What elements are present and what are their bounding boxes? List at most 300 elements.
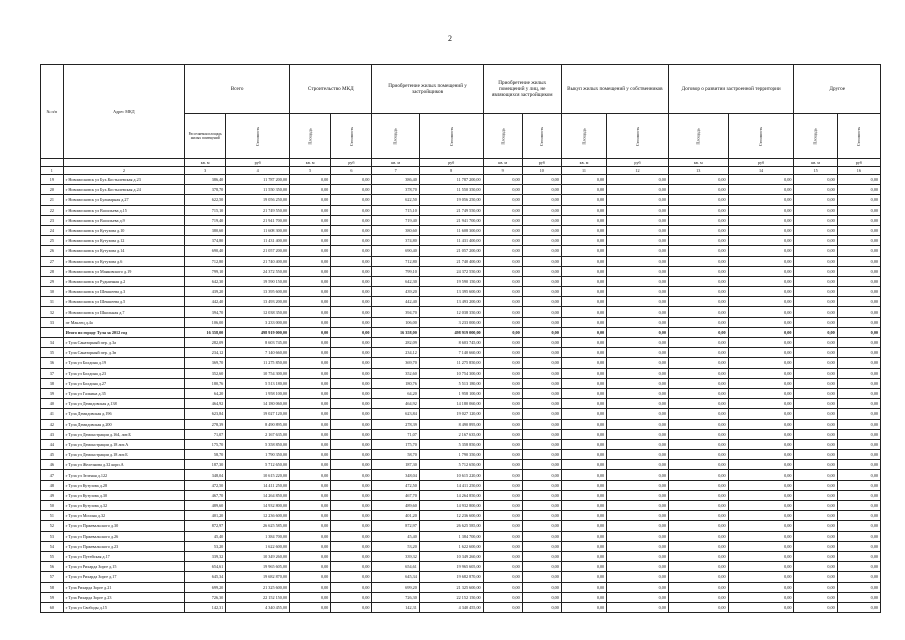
development-cost-cell: 0,00	[728, 185, 794, 195]
table-row	[41, 225, 881, 235]
other-area-cell: 0,00	[794, 602, 837, 612]
development-area-cell: 0,00	[668, 460, 728, 470]
total-cost-cell: 21 941 700,00	[226, 215, 290, 225]
total-area-cell: 175,70	[185, 439, 226, 449]
other-cost-cell: 0,00	[837, 317, 880, 327]
buyout-area-cell: 0,00	[561, 348, 606, 358]
construction-area-cell: 0,00	[290, 480, 331, 490]
development-cost-cell: 0,00	[728, 460, 794, 470]
total-area-cell: 378,70	[185, 185, 226, 195]
table-row	[41, 511, 881, 521]
developer-cost-cell: 7 140 660,00	[419, 348, 483, 358]
development-cost-cell: 0,00	[728, 429, 794, 439]
non-developer-area-cell: 0,00	[483, 592, 522, 602]
buyout-cost-cell: 0,00	[607, 429, 669, 439]
row-number: 20	[41, 185, 64, 195]
total-cost-cell: 5 712 650,00	[226, 460, 290, 470]
other-area-cell: 0,00	[794, 521, 837, 531]
buyout-cost-cell: 0,00	[607, 501, 669, 511]
developer-cost-cell: 10 615 220,00	[419, 470, 483, 480]
total-area-cell: 439,20	[185, 287, 226, 297]
table-row	[41, 439, 881, 449]
construction-area-cell: 0,00	[290, 582, 331, 592]
total-area-cell: 386,40	[185, 175, 226, 185]
column-number: 6	[331, 167, 372, 175]
total-cost-cell: 8 603 745,00	[226, 338, 290, 348]
development-area-cell: 0,00	[668, 195, 728, 205]
other-area-cell: 0,00	[794, 276, 837, 286]
construction-area-cell: 0,00	[290, 388, 331, 398]
table-row	[41, 287, 881, 297]
other-area-cell: 0,00	[794, 592, 837, 602]
construction-area-cell: 0,00	[290, 225, 331, 235]
construction-area-cell: 0,00	[290, 205, 331, 215]
developer-cost-cell: 8 603 745,00	[419, 338, 483, 348]
buyout-cost-cell: 0,00	[607, 399, 669, 409]
column-number: 5	[290, 167, 331, 175]
address-cell: г Тула Санаторный пер. д.3в	[63, 348, 184, 358]
developer-area-cell: 690,40	[372, 246, 419, 256]
developer-cost-cell: 21 740 400,00	[419, 256, 483, 266]
development-area-cell: 0,00	[668, 287, 728, 297]
non-developer-cost-cell: 0,00	[522, 307, 561, 317]
developer-area-cell: 64,20	[372, 388, 419, 398]
construction-area-cell: 0,00	[290, 175, 331, 185]
other-cost-cell: 0,00	[837, 531, 880, 541]
development-area-cell: 0,00	[668, 439, 728, 449]
total-area-cell: 623,84	[185, 409, 226, 419]
construction-cost-cell: 0,00	[331, 399, 372, 409]
row-number: 50	[41, 501, 64, 511]
total-cost-cell: 1 790 350,00	[226, 450, 290, 460]
non-developer-area-cell: 0,00	[483, 429, 522, 439]
table-row	[41, 246, 881, 256]
table-body	[41, 175, 881, 613]
buyout-area-cell: 0,00	[561, 205, 606, 215]
development-cost-cell: 0,00	[728, 225, 794, 235]
sub-header-area: Площадь	[393, 127, 399, 145]
non-developer-area-cell: 0,00	[483, 215, 522, 225]
construction-cost-cell: 0,00	[331, 419, 372, 429]
non-developer-cost-cell: 0,00	[522, 297, 561, 307]
construction-area-cell: 0,00	[290, 358, 331, 368]
construction-area-cell: 0,00	[290, 460, 331, 470]
buyout-cost-cell: 0,00	[607, 409, 669, 419]
buyout-area-cell: 0,00	[561, 501, 606, 511]
table-row	[41, 602, 881, 612]
developer-cost-cell: 1 384 700,00	[419, 531, 483, 541]
other-cost-cell: 0,00	[837, 521, 880, 531]
buyout-cost-cell: 0,00	[607, 338, 669, 348]
development-cost-cell: 0,00	[728, 541, 794, 551]
row-number: 29	[41, 276, 64, 286]
total-area-cell: 58,70	[185, 450, 226, 460]
development-cost-cell: 0,00	[728, 419, 794, 429]
other-cost-cell: 0,00	[837, 297, 880, 307]
row-number: 36	[41, 358, 64, 368]
buyout-area-cell: 0,00	[561, 185, 606, 195]
buyout-cost-cell: 0,00	[607, 175, 669, 185]
table-row	[41, 266, 881, 276]
developer-area-cell: 16 358,00	[372, 327, 419, 337]
total-area-cell: 282,09	[185, 338, 226, 348]
buyout-cost-cell: 0,00	[607, 256, 669, 266]
buyout-area-cell: 0,00	[561, 266, 606, 276]
other-area-cell: 0,00	[794, 582, 837, 592]
row-number: 21	[41, 195, 64, 205]
developer-area-cell: 654,61	[372, 562, 419, 572]
construction-cost-cell: 0,00	[331, 215, 372, 225]
table-row	[41, 236, 881, 246]
other-area-cell: 0,00	[794, 368, 837, 378]
unit-label: руб	[607, 159, 669, 167]
development-area-cell: 0,00	[668, 276, 728, 286]
developer-area-cell: 467,70	[372, 490, 419, 500]
address-cell: г Тула Санаторный пер. д.3а	[63, 338, 184, 348]
developer-area-cell: 872,97	[372, 521, 419, 531]
developer-area-cell: 439,20	[372, 287, 419, 297]
buyout-area-cell: 0,00	[561, 195, 606, 205]
non-developer-area-cell: 0,00	[483, 205, 522, 215]
sub-header-area: Площадь	[500, 127, 506, 145]
other-cost-cell: 0,00	[837, 582, 880, 592]
other-area-cell: 0,00	[794, 338, 837, 348]
construction-area-cell: 0,00	[290, 521, 331, 531]
construction-cost-cell: 0,00	[331, 562, 372, 572]
buyout-cost-cell: 0,00	[607, 521, 669, 531]
construction-cost-cell: 0,00	[331, 511, 372, 521]
total-area-cell: 142,31	[185, 602, 226, 612]
development-area-cell: 0,00	[668, 378, 728, 388]
non-developer-area-cell: 0,00	[483, 338, 522, 348]
construction-cost-cell: 0,00	[331, 388, 372, 398]
development-area-cell: 0,00	[668, 602, 728, 612]
developer-cost-cell: 4 340 455,00	[419, 602, 483, 612]
other-area-cell: 0,00	[794, 317, 837, 327]
other-cost-cell: 0,00	[837, 460, 880, 470]
development-cost-cell: 0,00	[728, 511, 794, 521]
developer-cost-cell: 11 787 200,00	[419, 175, 483, 185]
row-number: 43	[41, 429, 64, 439]
non-developer-area-cell: 0,00	[483, 175, 522, 185]
non-developer-area-cell: 0,00	[483, 572, 522, 582]
construction-cost-cell: 0,00	[331, 572, 372, 582]
total-area-cell: 467,70	[185, 490, 226, 500]
non-developer-area-cell: 0,00	[483, 531, 522, 541]
developer-area-cell: 380,60	[372, 225, 419, 235]
buyout-area-cell: 0,00	[561, 215, 606, 225]
construction-cost-cell: 0,00	[331, 276, 372, 286]
buyout-area-cell: 0,00	[561, 531, 606, 541]
column-number: 2	[63, 167, 184, 175]
table-row	[41, 429, 881, 439]
non-developer-area-cell: 0,00	[483, 541, 522, 551]
column-number: 1	[41, 167, 64, 175]
other-cost-cell: 0,00	[837, 409, 880, 419]
development-area-cell: 0,00	[668, 480, 728, 490]
other-cost-cell: 0,00	[837, 338, 880, 348]
address-cell: г Тула ул Мосина д.32	[63, 511, 184, 521]
table-row	[41, 480, 881, 490]
table-row	[41, 541, 881, 551]
other-cost-cell: 0,00	[837, 541, 880, 551]
table-row	[41, 501, 881, 511]
address-cell: г Тула ул Кутузова д.28	[63, 480, 184, 490]
developer-cost-cell: 14 411 250,00	[419, 480, 483, 490]
total-cost-cell: 12 038 350,00	[226, 307, 290, 317]
development-area-cell: 0,00	[668, 246, 728, 256]
development-area-cell: 0,00	[668, 419, 728, 429]
buyout-area-cell: 0,00	[561, 256, 606, 266]
total-cost-cell: 1 384 700,00	[226, 531, 290, 541]
developer-area-cell: 401,20	[372, 511, 419, 521]
other-cost-cell: 0,00	[837, 205, 880, 215]
address-cell: г Тула Демидовская д.200	[63, 419, 184, 429]
buyout-cost-cell: 0,00	[607, 287, 669, 297]
row-number: 35	[41, 348, 64, 358]
development-area-cell: 0,00	[668, 236, 728, 246]
total-area-cell: 339,32	[185, 551, 226, 561]
other-area-cell: 0,00	[794, 307, 837, 317]
non-developer-cost-cell: 0,00	[522, 521, 561, 531]
developer-area-cell: 278,39	[372, 419, 419, 429]
table-row	[41, 490, 881, 500]
table-row	[41, 450, 881, 460]
buyout-cost-cell: 0,00	[607, 368, 669, 378]
total-cost-cell: 10 615 220,00	[226, 470, 290, 480]
other-area-cell: 0,00	[794, 490, 837, 500]
other-area-cell: 0,00	[794, 450, 837, 460]
construction-cost-cell: 0,00	[331, 225, 372, 235]
other-area-cell: 0,00	[794, 562, 837, 572]
developer-area-cell: 348,04	[372, 470, 419, 480]
developer-cost-cell: 19 027 120,00	[419, 409, 483, 419]
construction-area-cell: 0,00	[290, 429, 331, 439]
developer-cost-cell: 498 919 000,00	[419, 327, 483, 337]
group-header-other: Другое	[794, 65, 881, 114]
row-number: 22	[41, 205, 64, 215]
non-developer-cost-cell: 0,00	[522, 602, 561, 612]
developer-area-cell: 645,34	[372, 572, 419, 582]
row-number: 46	[41, 460, 64, 470]
address-cell: г Новомосковск ул Васильева д.9	[63, 215, 184, 225]
buyout-area-cell: 0,00	[561, 378, 606, 388]
non-developer-cost-cell: 0,00	[522, 439, 561, 449]
developer-cost-cell: 14 264 850,00	[419, 490, 483, 500]
row-number: 25	[41, 236, 64, 246]
developer-cost-cell: 2 167 635,00	[419, 429, 483, 439]
unit-label: руб	[331, 159, 372, 167]
table-row	[41, 572, 881, 582]
table-row	[41, 348, 881, 358]
total-area-cell: 348,04	[185, 470, 226, 480]
other-cost-cell: 0,00	[837, 276, 880, 286]
table-row	[41, 419, 881, 429]
address-cell: г Тула ул Пржевальского д.26	[63, 531, 184, 541]
other-cost-cell: 0,00	[837, 195, 880, 205]
non-developer-cost-cell: 0,00	[522, 256, 561, 266]
table-row	[41, 358, 881, 368]
developer-area-cell: 339,32	[372, 551, 419, 561]
total-cost-cell: 11 787 200,00	[226, 175, 290, 185]
total-cost-cell: 14 411 250,00	[226, 480, 290, 490]
address-cell: Итого по городу Тула за 2012 год	[63, 327, 184, 337]
developer-area-cell: 719,40	[372, 215, 419, 225]
construction-cost-cell: 0,00	[331, 541, 372, 551]
sub-header-area: Площадь	[581, 127, 587, 145]
non-developer-area-cell: 0,00	[483, 297, 522, 307]
address-cell: г Тула ул Болдина д.19	[63, 358, 184, 368]
address-cell: г Новомосковск ул Шекшеева д.3	[63, 287, 184, 297]
development-cost-cell: 0,00	[728, 205, 794, 215]
table-row	[41, 276, 881, 286]
column-number: 8	[419, 167, 483, 175]
construction-area-cell: 0,00	[290, 297, 331, 307]
development-cost-cell: 0,00	[728, 307, 794, 317]
other-cost-cell: 0,00	[837, 368, 880, 378]
development-area-cell: 0,00	[668, 338, 728, 348]
construction-area-cell: 0,00	[290, 307, 331, 317]
buyout-area-cell: 0,00	[561, 175, 606, 185]
buyout-cost-cell: 0,00	[607, 358, 669, 368]
other-cost-cell: 0,00	[837, 480, 880, 490]
other-area-cell: 0,00	[794, 297, 837, 307]
buyout-area-cell: 0,00	[561, 521, 606, 531]
non-developer-cost-cell: 0,00	[522, 205, 561, 215]
buyout-area-cell: 0,00	[561, 439, 606, 449]
other-cost-cell: 0,00	[837, 388, 880, 398]
buyout-area-cell: 0,00	[561, 460, 606, 470]
row-number: 38	[41, 378, 64, 388]
construction-cost-cell: 0,00	[331, 450, 372, 460]
unit-label: кв. м	[372, 159, 419, 167]
buyout-cost-cell: 0,00	[607, 419, 669, 429]
developer-cost-cell: 5 513 180,00	[419, 378, 483, 388]
buyout-cost-cell: 0,00	[607, 327, 669, 337]
total-area-cell: 799,10	[185, 266, 226, 276]
table-row	[41, 388, 881, 398]
non-developer-cost-cell: 0,00	[522, 551, 561, 561]
buyout-area-cell: 0,00	[561, 409, 606, 419]
buyout-cost-cell: 0,00	[607, 460, 669, 470]
construction-cost-cell: 0,00	[331, 501, 372, 511]
row-number: 44	[41, 439, 64, 449]
buyout-cost-cell: 0,00	[607, 195, 669, 205]
developer-cost-cell: 14 180 060,00	[419, 399, 483, 409]
page-number: 2	[448, 34, 452, 43]
developer-area-cell: 234,12	[372, 348, 419, 358]
row-number: 28	[41, 266, 64, 276]
construction-area-cell: 0,00	[290, 419, 331, 429]
address-cell: г Новомосковск ул Рудничная д.2	[63, 276, 184, 286]
buyout-area-cell: 0,00	[561, 297, 606, 307]
address-cell: г Тула Рихарда Зорге д.23	[63, 592, 184, 602]
buyout-area-cell: 0,00	[561, 429, 606, 439]
developer-area-cell: 472,50	[372, 480, 419, 490]
other-cost-cell: 0,00	[837, 439, 880, 449]
total-cost-cell: 19 682 870,00	[226, 572, 290, 582]
development-area-cell: 0,00	[668, 358, 728, 368]
col-addr-header: Адрес МКД	[63, 65, 184, 159]
construction-cost-cell: 0,00	[331, 185, 372, 195]
other-area-cell: 0,00	[794, 266, 837, 276]
developer-area-cell: 374,80	[372, 236, 419, 246]
other-area-cell: 0,00	[794, 531, 837, 541]
developer-area-cell: 623,84	[372, 409, 419, 419]
construction-cost-cell: 0,00	[331, 409, 372, 419]
total-cost-cell: 19 056 250,00	[226, 195, 290, 205]
group-header-developers: Приобретение жилых помещений у застройщиков	[372, 65, 483, 114]
development-area-cell: 0,00	[668, 368, 728, 378]
construction-cost-cell: 0,00	[331, 246, 372, 256]
development-area-cell: 0,00	[668, 297, 728, 307]
row-number: 37	[41, 368, 64, 378]
other-cost-cell: 0,00	[837, 378, 880, 388]
unit-label: руб	[837, 159, 880, 167]
address-cell: г Тула ул Болдина д.27	[63, 378, 184, 388]
development-area-cell: 0,00	[668, 409, 728, 419]
total-cost-cell: 11 608 300,00	[226, 225, 290, 235]
total-cost-cell: 24 372 550,00	[226, 266, 290, 276]
non-developer-area-cell: 0,00	[483, 439, 522, 449]
developer-cost-cell: 11 608 300,00	[419, 225, 483, 235]
other-area-cell: 0,00	[794, 287, 837, 297]
developer-cost-cell: 3 233 000,00	[419, 317, 483, 327]
non-developer-area-cell: 0,00	[483, 185, 522, 195]
other-area-cell: 0,00	[794, 480, 837, 490]
other-area-cell: 0,00	[794, 501, 837, 511]
other-area-cell: 0,00	[794, 185, 837, 195]
construction-area-cell: 0,00	[290, 185, 331, 195]
development-cost-cell: 0,00	[728, 246, 794, 256]
construction-cost-cell: 0,00	[331, 531, 372, 541]
total-area-cell: 464,92	[185, 399, 226, 409]
total-area-cell: 374,80	[185, 236, 226, 246]
other-cost-cell: 0,00	[837, 185, 880, 195]
column-number: 13	[668, 167, 728, 175]
buyout-area-cell: 0,00	[561, 225, 606, 235]
row-number: 41	[41, 409, 64, 419]
construction-area-cell: 0,00	[290, 338, 331, 348]
total-area-cell: 394,70	[185, 307, 226, 317]
development-cost-cell: 0,00	[728, 551, 794, 561]
row-number: 42	[41, 419, 64, 429]
non-developer-cost-cell: 0,00	[522, 460, 561, 470]
sub-header-cost: Стоимость	[448, 126, 454, 146]
buyout-cost-cell: 0,00	[607, 439, 669, 449]
other-cost-cell: 0,00	[837, 287, 880, 297]
construction-cost-cell: 0,00	[331, 266, 372, 276]
total-area-cell: 401,20	[185, 511, 226, 521]
address-cell: г Тула ул Кутузова д.32	[63, 501, 184, 511]
construction-cost-cell: 0,00	[331, 317, 372, 327]
construction-area-cell: 0,00	[290, 562, 331, 572]
development-area-cell: 0,00	[668, 490, 728, 500]
total-area-cell: 642,30	[185, 276, 226, 286]
other-cost-cell: 0,00	[837, 419, 880, 429]
developer-cost-cell: 11 275 850,00	[419, 358, 483, 368]
unit-label: кв. м	[185, 159, 226, 167]
construction-cost-cell: 0,00	[331, 358, 372, 368]
total-area-cell: 712,80	[185, 256, 226, 266]
developer-cost-cell: 5 358 850,00	[419, 439, 483, 449]
construction-area-cell: 0,00	[290, 246, 331, 256]
buyout-area-cell: 0,00	[561, 388, 606, 398]
row-number: 59	[41, 592, 64, 602]
non-developer-area-cell: 0,00	[483, 348, 522, 358]
buyout-area-cell: 0,00	[561, 541, 606, 551]
unit-label: кв. м	[483, 159, 522, 167]
